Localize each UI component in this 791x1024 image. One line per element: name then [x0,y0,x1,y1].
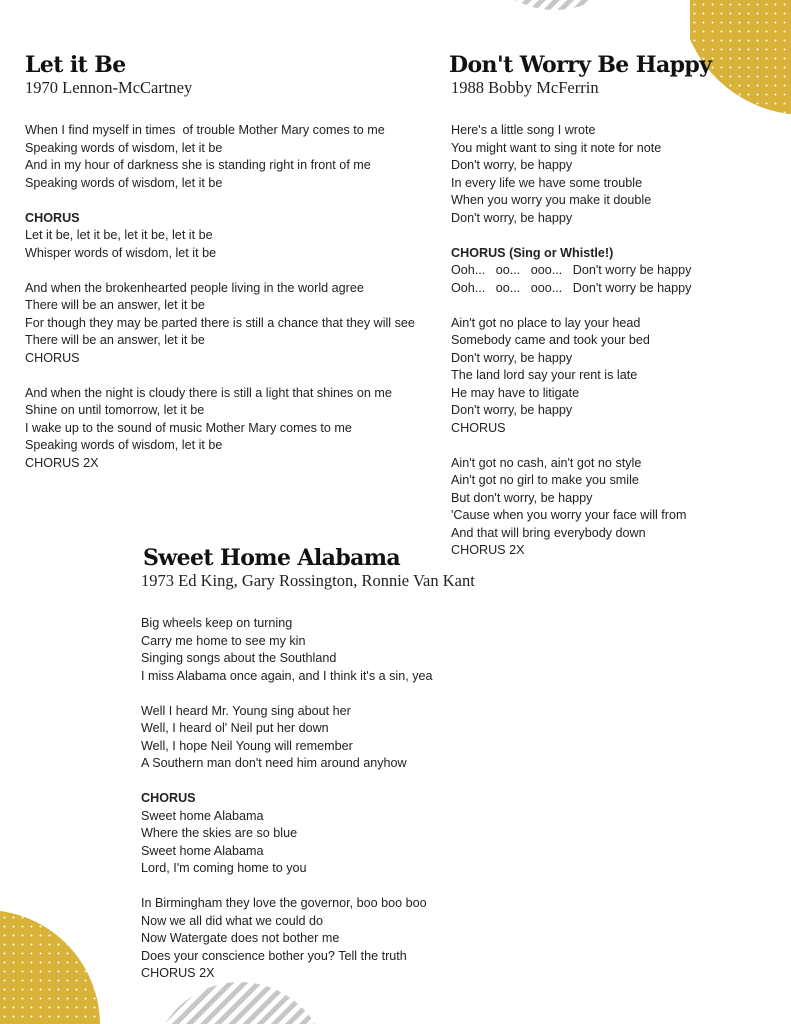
lyric-blank-line [25,367,445,385]
lyric-line: And when the night is cloudy there is still a light that shines on me [25,385,392,400]
song-subtitle: 1970 Lennon-McCartney [25,78,193,97]
lyric-blank-line [141,685,561,703]
lyric-line: Don't worry, be happy [451,158,573,172]
lyric-line: Whisper words of wisdom, let it be [25,245,217,260]
striped-circle-top [455,0,655,40]
lyric-line: Now Watergate does not bother me [141,931,340,945]
lyric-line: CHORUS [25,350,80,365]
lyric-line: Big wheels keep on turning [141,616,293,630]
lyric-line: Where the skies are so blue [141,826,298,840]
lyrics [141,615,561,983]
song-title: Sweet Home Alabama [143,545,401,571]
lyric-line: Let it be, let it be, let it be, let it be [25,228,213,242]
lyric-line: Speaking words of wisdom, let it be [25,140,223,155]
lyric-line: CHORUS 2X [141,966,215,980]
lyric-blank-line [451,227,779,245]
lyric-line: 'Cause when you worry your face will from [451,508,687,522]
lyric-line: In every life we have some trouble [451,175,643,190]
lyric-line: Don't worry, be happy [451,350,573,365]
song-let-it-be [25,52,445,472]
lyric-line: Speaking words of wisdom, let it be [25,438,223,452]
song-title: Don't Worry Be Happy [449,52,712,78]
lyric-line: Well I heard Mr. Young sing about her [141,703,351,718]
lyric-line: Ain't got no girl to make you smile [451,473,639,487]
lyric-line: In Birmingham they love the governor, boo boo boo [141,896,427,910]
lyric-line: There will be an answer, let it be [25,333,205,347]
lyric-line: CHORUS [25,210,80,225]
lyric-line: You might want to sing it note for note [451,140,662,155]
lyric-line: And when the brokenhearted people living in the world agree [25,280,364,295]
song-subtitle: 1988 Bobby McFerrin [451,78,599,97]
lyrics [25,122,445,472]
song-dont-worry-be-happy [449,52,779,560]
lyric-line: Don't worry, be happy [451,403,573,417]
lyric-line: And that will bring everybody down [451,525,646,540]
lyric-line: Somebody came and took your bed [451,333,650,347]
lyric-line: A Southern man don't need him around anyhow [141,756,407,770]
lyric-line: The land lord say your rent is late [451,368,638,382]
lyric-line: Carry me home to see my kin [141,633,306,648]
lyric-blank-line [25,262,445,280]
lyric-line: Now we all did what we could do [141,913,324,928]
song-title: Let it Be [25,52,126,78]
lyric-line: Speaking words of wisdom, let it be [25,175,223,190]
lyric-line: Does your conscience bother you? Tell the truth [141,948,407,963]
lyric-line: CHORUS [451,420,506,435]
lyric-line: CHORUS 2X [451,543,525,557]
lyric-line: I miss Alabama once again, and I think it's a sin, yea [141,668,433,683]
lyric-line: Sweet home Alabama [141,808,264,823]
lyric-line: When I find myself in times of trouble Mother Mary comes to me [25,123,385,137]
lyric-line: For though they may be parted there is still a chance that they will see [25,315,415,330]
lyric-blank-line [25,192,445,210]
lyric-blank-line [141,773,561,791]
lyric-line: Well, I heard ol' Neil put her down [141,721,329,735]
lyric-line: Ain't got no cash, ain't got no style [451,455,642,470]
lyric-line: There will be an answer, let it be [25,298,205,312]
lyric-line: He may have to litigate [451,385,580,400]
dotted-circle-bottom-left [0,895,110,1024]
lyric-line: CHORUS (Sing or Whistle!) [451,245,614,260]
song-sweet-home-alabama [141,545,561,983]
lyric-line: Ooh... oo... ooo... Don't worry be happy [451,263,692,277]
lyric-line: Well, I hope Neil Young will remember [141,738,353,753]
lyric-line: Ooh... oo... ooo... Don't worry be happy [451,280,692,295]
lyric-blank-line [451,437,779,455]
lyric-line: CHORUS 2X [25,455,99,470]
lyric-line: But don't worry, be happy [451,490,593,505]
lyric-line: Here's a little song I wrote [451,123,596,137]
lyric-line: CHORUS [141,791,196,805]
lyric-line: Ain't got no place to lay your head [451,315,641,330]
lyric-line: When you worry you make it double [451,193,652,207]
lyric-line: Shine on until tomorrow, let it be [25,403,205,417]
lyrics [449,122,779,560]
lyric-line: Sweet home Alabama [141,843,264,858]
lyric-line: And in my hour of darkness she is standing right in front of me [25,158,371,172]
lyric-blank-line [451,297,779,315]
lyric-blank-line [141,878,561,896]
lyric-line: Lord, I'm coming home to you [141,861,307,875]
lyric-line: Don't worry, be happy [451,210,573,225]
lyric-line: Singing songs about the Southland [141,651,337,665]
lyric-line: I wake up to the sound of music Mother Mary comes to me [25,420,352,435]
song-subtitle: 1973 Ed King, Gary Rossington, Ronnie Van Kant [141,571,475,590]
